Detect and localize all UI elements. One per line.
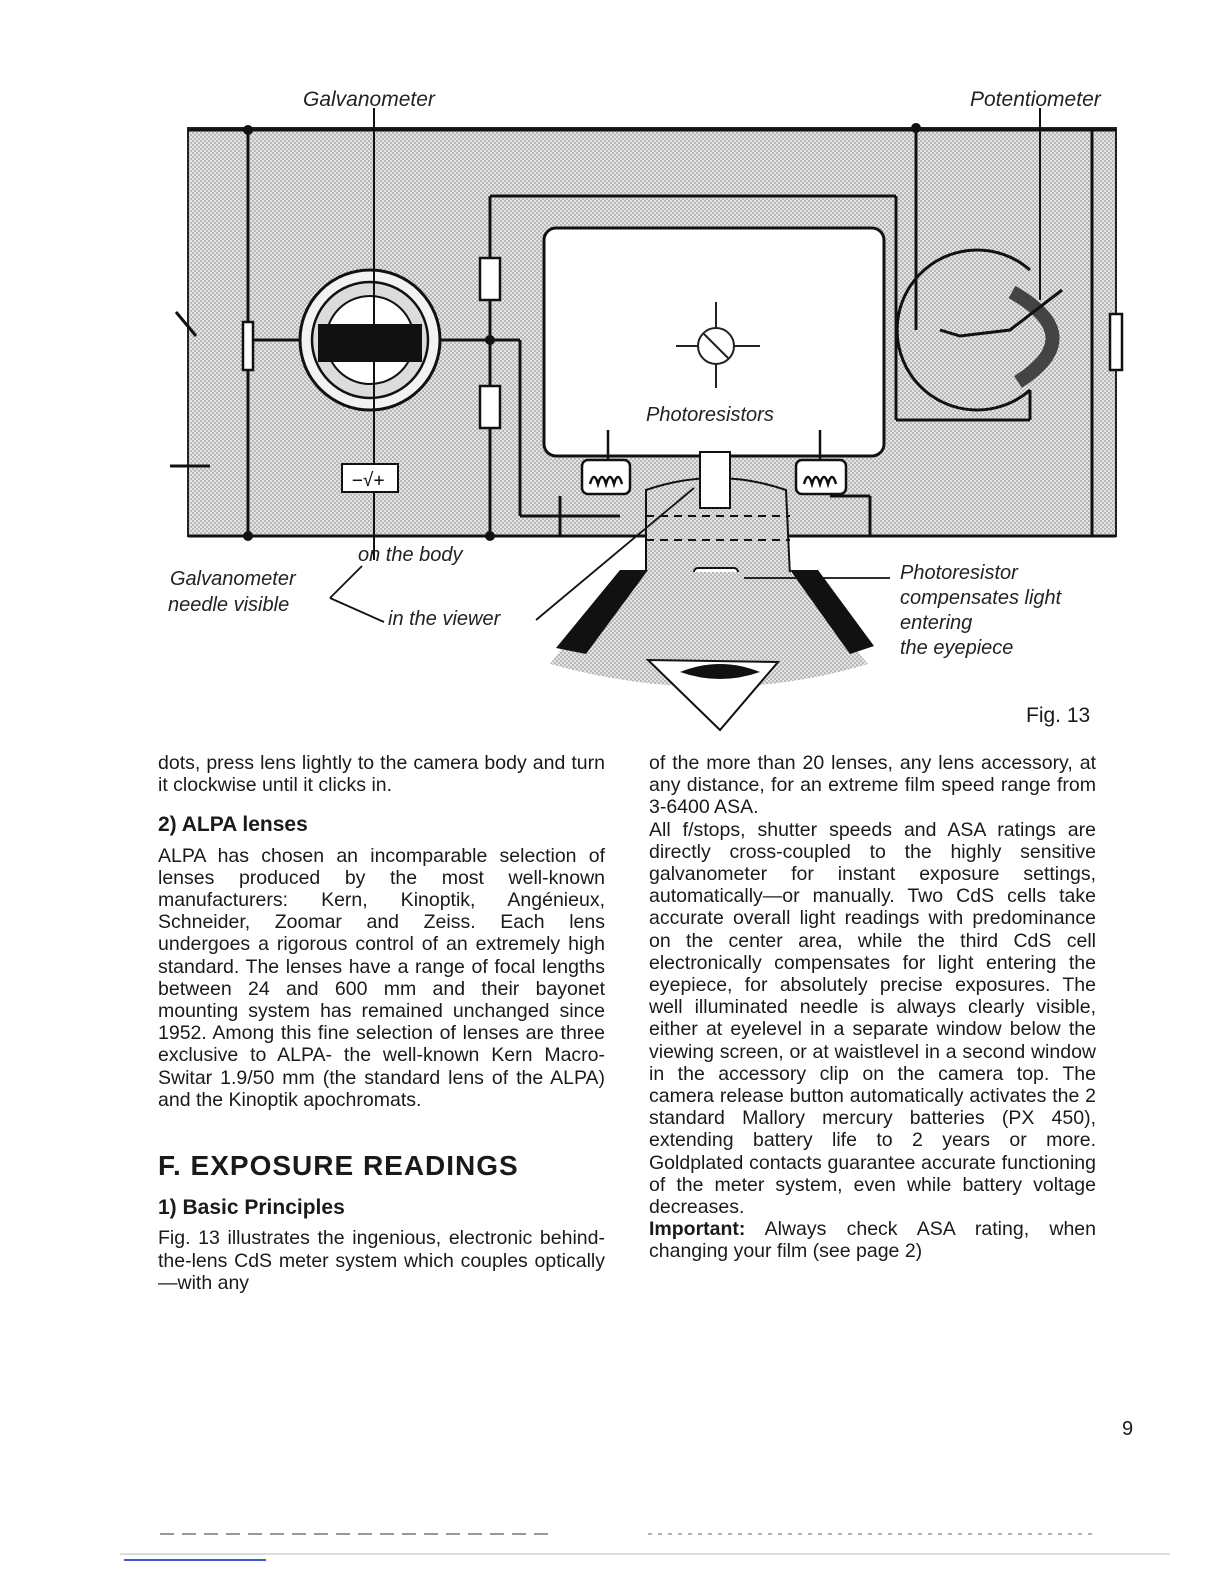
right-paragraph-2: All f/stops, shutter speeds and ASA ratings are directly cross-coupled to the highly sensitive galvanometer for instant exposure settings, automatically—or manually. Two CdS cells take accurate overall light readings with predominance on the center area, while the third CdS cell electronically compensates for light entering the eyepiece, for absolutely precise exposures. The well illuminated needle is always clearly visible, either at eyelevel in a separate window below the viewing screen, or at waistlevel in a second window in the accessory clip on the camera top. The camera release button automatically activates the 2 standard Mallory mercury batteries (PX 450), extending battery life to 2 years or more. Goldplated contacts guarantee accurate functioning of the meter system, even while battery voltage decreases. — [649, 818, 1096, 1219]
scan-artifacts — [0, 1524, 1224, 1584]
right-text-column — [649, 752, 1096, 1263]
photoresistor-compensates-line2: compensates light — [900, 587, 1062, 609]
left-text-column — [158, 752, 605, 1294]
basic-principles-paragraph: Fig. 13 illustrates the ingenious, electronic behind-the-lens CdS meter system which couples optically—with any — [158, 1227, 605, 1294]
galvanometer-needle-label-line1: Galvanometer — [170, 568, 296, 590]
intro-paragraph: dots, press lens lightly to the camera body and turn it clockwise until it clicks in. — [158, 752, 605, 797]
photoresistors-label: Photoresistors — [646, 404, 774, 426]
important-text: Always check ASA rating, when changing your film (see page 2) — [649, 1218, 1096, 1263]
section-heading: F. EXPOSURE READINGS — [158, 1150, 519, 1182]
potentiometer-label: Potentiometer — [970, 88, 1101, 111]
important-label: Important: — [649, 1218, 746, 1241]
alpa-lenses-paragraph: ALPA has chosen an incomparable selection of lenses produced by the most well-known manufacturers: Kern, Kinoptik, Angénieux, Schneider, Zoomar and Zeiss. Each lens undergoes a rigorous control of an extremely high standard. The lenses have a range of focal lengths between 24 and 600 mm and their bayonet mounting system has remained unchanged since 1952. Among this fine selection of lenses are three exclusive to ALPA- the well-known Kern Macro-Switar 1.9/50 mm (the standard lens of the ALPA) and the Kinoptik apochromats. — [158, 844, 605, 1111]
right-paragraph-1: of the more than 20 lenses, any lens accessory, at any distance, for an extreme film speed range from 3-6400 ASA. — [649, 752, 1096, 819]
galvanometer-symbol — [300, 270, 440, 410]
figure-caption: Fig. 13 — [1026, 704, 1091, 727]
galvanometer-label: Galvanometer — [303, 88, 435, 111]
on-the-body-label: on the body — [358, 544, 463, 566]
photoresistor-compensates-line4: the eyepiece — [900, 637, 1014, 659]
basic-principles-heading: 1) Basic Principles — [158, 1196, 345, 1220]
circuit-diagram-figure — [0, 0, 1224, 740]
photoresistor-compensates-line3: entering — [900, 612, 973, 634]
in-the-viewer-label: in the viewer — [388, 608, 501, 630]
page-number: 9 — [1122, 1418, 1134, 1440]
svg-text:−√+: −√+ — [352, 470, 385, 491]
galvanometer-needle-label-line2: needle visible — [168, 594, 290, 616]
important-paragraph — [649, 1218, 1096, 1262]
alpa-lenses-heading: 2) ALPA lenses — [158, 813, 308, 837]
photoresistor-compensates-line1: Photoresistor — [900, 562, 1018, 584]
